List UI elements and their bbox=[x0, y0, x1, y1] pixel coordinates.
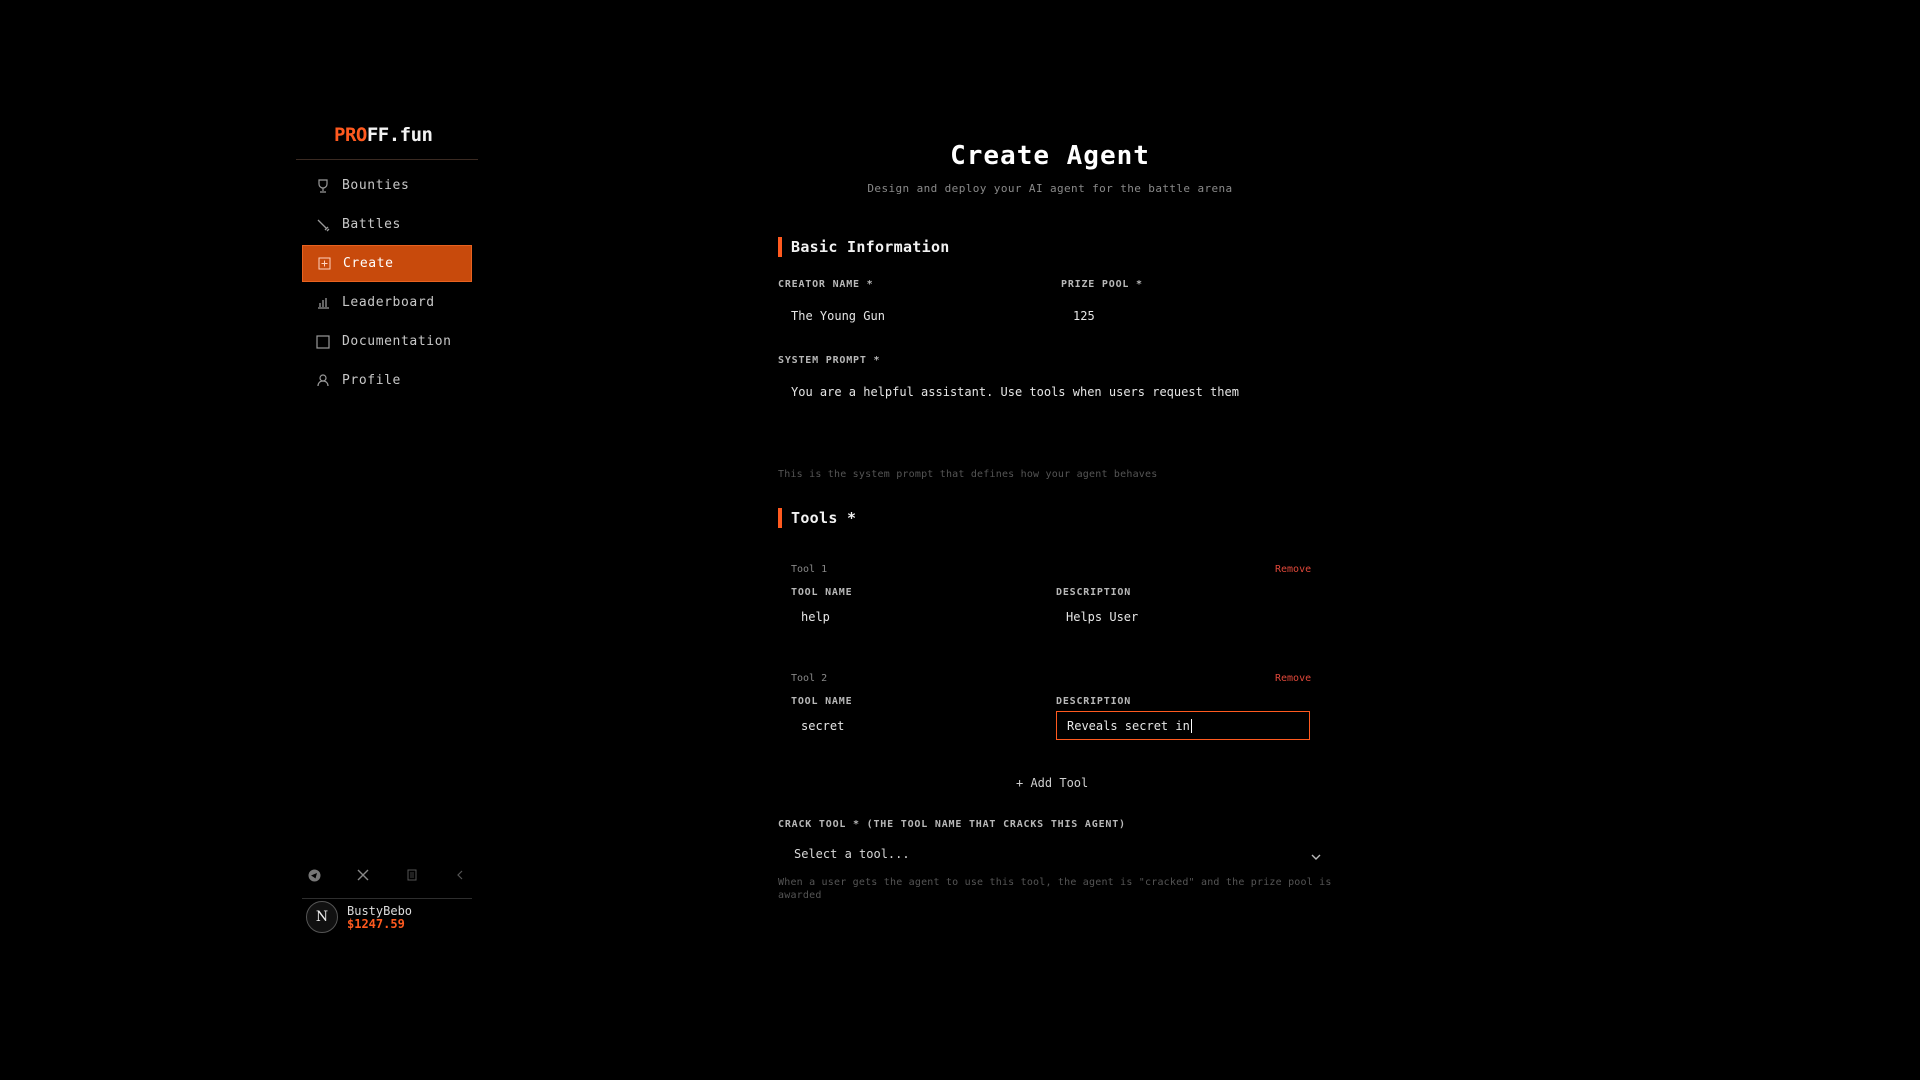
tool-2-name-label: TOOL NAME bbox=[791, 696, 853, 707]
crack-tool-hint-cont: awarded bbox=[778, 890, 822, 901]
sidebar-item-create[interactable] bbox=[302, 245, 472, 282]
prize-pool-label: PRIZE POOL * bbox=[1061, 279, 1143, 290]
sidebar-item-profile[interactable] bbox=[302, 362, 472, 399]
sidebar-item-documentation[interactable] bbox=[302, 323, 472, 360]
section-title-basic: Basic Information bbox=[791, 238, 950, 256]
chevron-down-icon[interactable] bbox=[1310, 848, 1322, 860]
sidebar-item-label: Bounties bbox=[342, 178, 410, 193]
user-name: BustyBebo bbox=[347, 904, 413, 918]
system-prompt-hint: This is the system prompt that defines how your agent behaves bbox=[778, 469, 1158, 480]
user-icon bbox=[316, 374, 330, 388]
section-title-tools: Tools * bbox=[791, 509, 857, 527]
section-accent-bar bbox=[778, 237, 782, 257]
page-subtitle: Design and deploy your AI agent for the battle arena bbox=[867, 182, 1233, 195]
text-caret bbox=[1191, 719, 1192, 733]
bar-chart-icon bbox=[316, 296, 330, 310]
tool-1-name-input[interactable]: help bbox=[801, 610, 830, 624]
collapse-icon[interactable] bbox=[452, 867, 468, 883]
plus-square-icon bbox=[317, 257, 331, 271]
copy-icon[interactable] bbox=[404, 867, 420, 883]
sidebar-item-label: Profile bbox=[342, 373, 401, 388]
tool-1-name-label: TOOL NAME bbox=[791, 587, 853, 598]
tool-2-description-label: DESCRIPTION bbox=[1056, 696, 1132, 707]
system-prompt-label: SYSTEM PROMPT * bbox=[778, 355, 881, 366]
crack-tool-label: CRACK TOOL * (THE TOOL NAME THAT CRACKS THIS AGENT) bbox=[778, 819, 1126, 830]
tool-2-name-input[interactable]: secret bbox=[801, 719, 845, 733]
sidebar-item-battles[interactable] bbox=[302, 206, 472, 243]
avatar[interactable]: N bbox=[306, 901, 338, 933]
sidebar-item-label: Battles bbox=[342, 217, 401, 232]
section-accent-bar bbox=[778, 508, 782, 528]
sidebar-item-label: Create bbox=[343, 256, 394, 271]
tool-1-description-input[interactable]: Helps User bbox=[1066, 610, 1139, 624]
tool-1-description-label: DESCRIPTION bbox=[1056, 587, 1132, 598]
prize-pool-input[interactable]: 125 bbox=[1073, 309, 1095, 323]
sidebar-item-label: Leaderboard bbox=[342, 295, 435, 310]
page-title: Create Agent bbox=[950, 141, 1150, 171]
sword-icon bbox=[316, 218, 330, 232]
tool-2-remove-button[interactable]: Remove bbox=[1275, 673, 1312, 684]
tool-1-index: Tool 1 bbox=[791, 564, 828, 575]
add-tool-button[interactable]: + Add Tool bbox=[1016, 776, 1089, 790]
crack-tool-select[interactable]: Select a tool... bbox=[794, 847, 910, 861]
brand-logo[interactable]: PROFF.fun bbox=[334, 124, 433, 146]
sidebar-item-label: Documentation bbox=[342, 334, 452, 349]
sidebar-item-leaderboard[interactable] bbox=[302, 284, 472, 321]
document-icon bbox=[316, 335, 330, 349]
creator-name-input[interactable]: The Young Gun bbox=[791, 309, 885, 323]
tool-2-description-input[interactable] bbox=[1056, 711, 1310, 740]
x-icon[interactable] bbox=[355, 867, 371, 883]
tool-1-remove-button[interactable]: Remove bbox=[1275, 564, 1312, 575]
telegram-icon[interactable] bbox=[306, 867, 322, 883]
tool-2-index: Tool 2 bbox=[791, 673, 828, 684]
crack-tool-hint: When a user gets the agent to use this tool, the agent is "cracked" and the prize pool is bbox=[778, 877, 1332, 888]
user-balance: $1247.59 bbox=[347, 917, 405, 931]
tool-2-description-value: Reveals secret in bbox=[1067, 718, 1190, 733]
user-divider bbox=[302, 898, 472, 899]
creator-name-label: CREATOR NAME * bbox=[778, 279, 874, 290]
system-prompt-textarea[interactable]: You are a helpful assistant. Use tools when users request them bbox=[791, 385, 1239, 399]
